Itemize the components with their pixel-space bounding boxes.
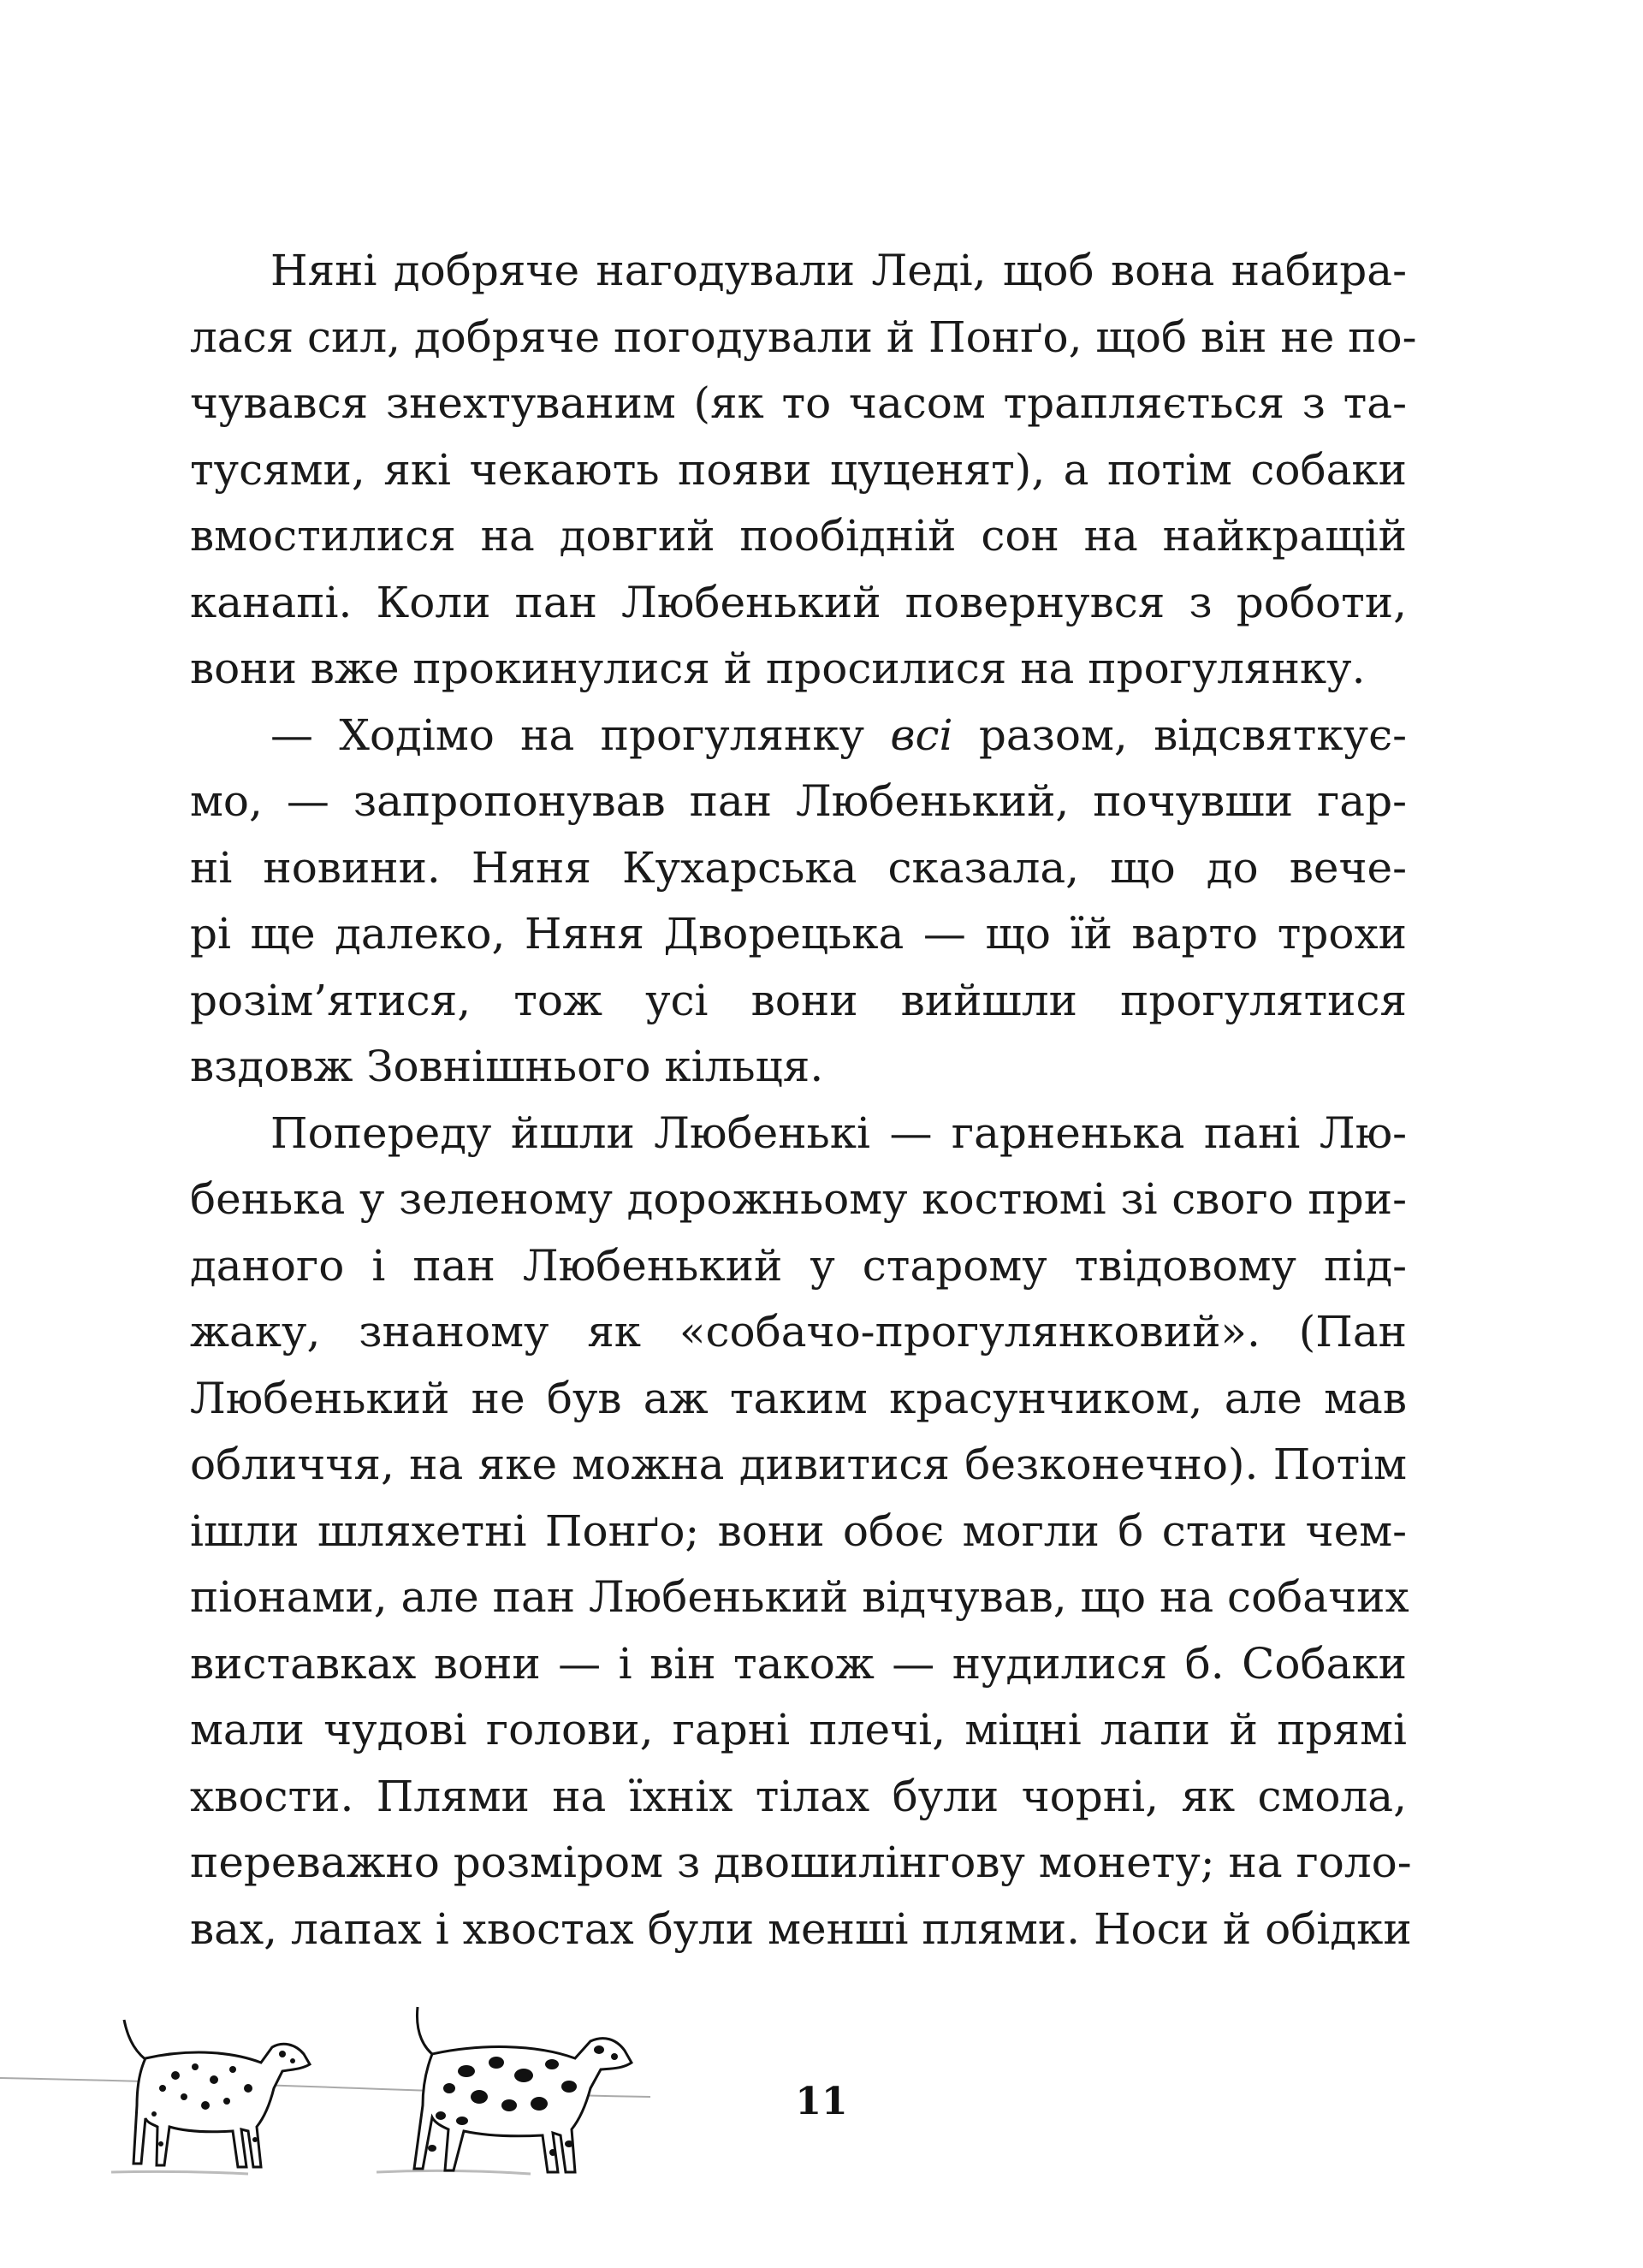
text-line: Любенький не був аж таким красунчиком, але мав (190, 1373, 1407, 1423)
text-segment: разом, відсвяткує- (952, 709, 1407, 760)
text-line: бенька у зеленому дорожньому костюмі зі свого при- (190, 1174, 1407, 1224)
text-line: ні новини. Няня Кухарська сказала, що до вече- (190, 842, 1407, 893)
text-line: обличчя, на яке можна дивитися безконечно). Потім (190, 1440, 1407, 1489)
text-line: хвости. Плями на їхніх тілах були чорні, як смола, (190, 1771, 1407, 1821)
text-line: мо, — запропонував пан Любенький, почувши гар- (190, 776, 1407, 826)
text-line: канапі. Коли пан Любенький повернувся з роботи, (190, 577, 1407, 627)
text-line: вони вже прокинулися й просилися на прогулянку. (190, 644, 1366, 693)
text-line: піонами, але пан Любенький відчував, що на собачих (190, 1572, 1409, 1622)
page-number: 11 (795, 2080, 848, 2123)
text-line (190, 703, 1407, 769)
text-line: Няні добряче нагодували Леді, щоб вона набира- (270, 246, 1407, 295)
text-line: ішли шляхетні Понґо; вони обоє могли б стати чем- (190, 1505, 1407, 1556)
text-line: Попереду йшли Любенькі — гарненька пані Лю- (270, 1107, 1407, 1158)
text-line: мали чудові голови, гарні плечі, міцні лапи й прямі (190, 1705, 1407, 1754)
text-line: вах, лапах і хвостах були менші плями. Носи й обідки (190, 1903, 1412, 1954)
text-line: розім’ятися, тож усі вони вийшли прогулятися (190, 975, 1407, 1025)
text-line: вздовж Зовнішнього кільця. (190, 1042, 824, 1091)
text-line: виставках вони — і він також — нудилися б. Собаки (190, 1638, 1407, 1689)
text-line: лася сил, добряче погодували й Понґо, щоб він не по- (190, 312, 1417, 362)
text-line: тусями, які чекають появи цуценят), а потім собаки (190, 444, 1407, 495)
text-segment: — Ходімо на прогулянку (270, 709, 891, 760)
italic-word: всі (890, 709, 953, 760)
text-line: переважно розміром з двошилінгову монету; на голо- (190, 1838, 1412, 1887)
text-line: жаку, знаному як «собачо-прогулянковий». (Пан (190, 1307, 1407, 1357)
text-line: рі ще далеко, Няня Дворецька — що їй варто трохи (190, 909, 1407, 959)
text-line: даного і пан Любенький у старому твідовому під- (190, 1240, 1407, 1291)
text-line: чувався знехтуваним (як то часом трапляється з та- (190, 378, 1407, 428)
text-line: вмостилися на довгий пообідній сон на найкращій (190, 511, 1407, 561)
body-text (190, 238, 1417, 1962)
